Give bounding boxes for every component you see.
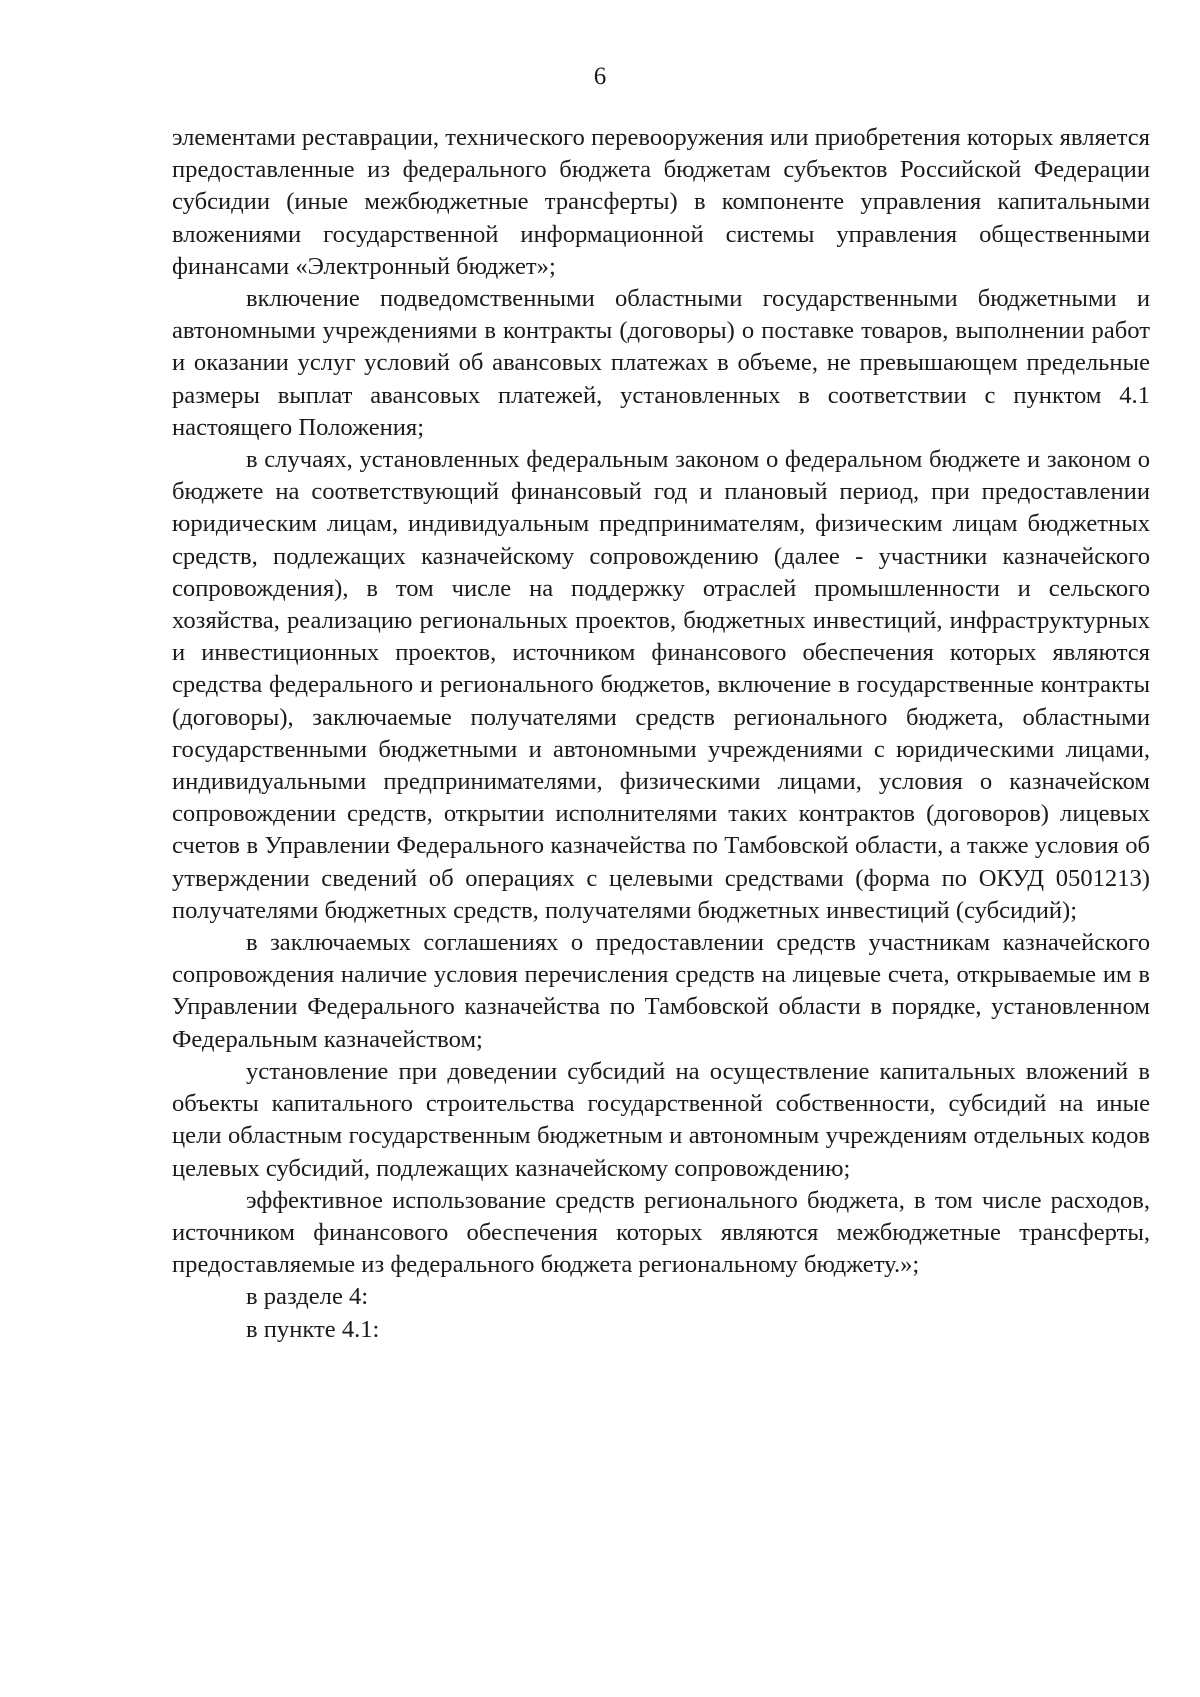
document-body (172, 122, 1150, 1346)
paragraph-treasury-support: в случаях, установленных федеральным законом о федеральном бюджете и законом о бюджете на соответствующий финансовый год и плановый период, при предоставлении юридическим лицам, индивидуальным предпринимателям, физическим лицам бюджетных средств, подлежащих казначейскому сопровождению (далее - участники казначейского сопровождения), в том числе на поддержку отраслей промышленности и сельского хозяйства, реализацию региональных проектов, бюджетных инвестиций, инфраструктурных и инвестиционных проектов, источником финансового обеспечения которых являются средства федерального и регионального бюджетов, включение в государственные контракты (договоры), заключаемые получателями средств регионального бюджета, областными государственными бюджетными и автономными учреждениями с юридическими лицами, индивидуальными предпринимателями, физическими лицами, условия о казначейском сопровождении средств, открытии исполнителями таких контрактов (договоров) лицевых счетов в Управлении Федерального казначейства по Тамбовской области, а также условия об утверждении сведений об операциях с целевыми средствами (форма по ОКУД 0501213) получателями бюджетных средств, получателями бюджетных инвестиций (субсидий); (172, 446, 1150, 924)
paragraph-subsidy-codes: установление при доведении субсидий на осуществление капитальных вложений в объекты капитального строительства государственной собственности, субсидий на иные цели областным государственным бюджетным и автономным учреждениям отдельных кодов целевых субсидий, подлежащих казначейскому сопровождению; (172, 1057, 1150, 1182)
paragraph-advance-payments: включение подведомственными областными государственными бюджетными и автономными учреждениями в контракты (договоры) о поставке товаров, выполнении работ и оказании услуг условий об авансовых платежах в объеме, не превышающем предельные размеры выплат авансовых платежей, установленных в соответствии с пунктом 4.1 настоящего Положения; (172, 285, 1150, 441)
paragraph-efficient-use: эффективное использование средств регионального бюджета, в том числе расходов, источником финансового обеспечения которых являются межбюджетные трансферты, предоставляемые из федерального бюджета региональному бюджету.»; (172, 1186, 1150, 1279)
paragraph-agreements: в заключаемых соглашениях о предоставлении средств участникам казначейского сопровождения наличие условия перечисления средств на лицевые счета, открываемые им в Управлении Федерального казначейства по Тамбовской области в порядке, установленном Федеральным казначейством; (172, 929, 1150, 1053)
page-number: 6 (593, 63, 607, 90)
paragraph-continuation: элементами реставрации, технического перевооружения или приобретения которых является предоставленные из федерального бюджета бюджетам субъектов Российской Федерации субсидии (иные межбюджетные трансферты) в компоненте управления капитальными вложениями государственной информационной системы управления общественными финансами «Электронный бюджет»; (172, 124, 1150, 280)
paragraph-item-4-1: в пункте 4.1: (246, 1315, 380, 1343)
paragraph-section-4: в разделе 4: (246, 1283, 369, 1311)
